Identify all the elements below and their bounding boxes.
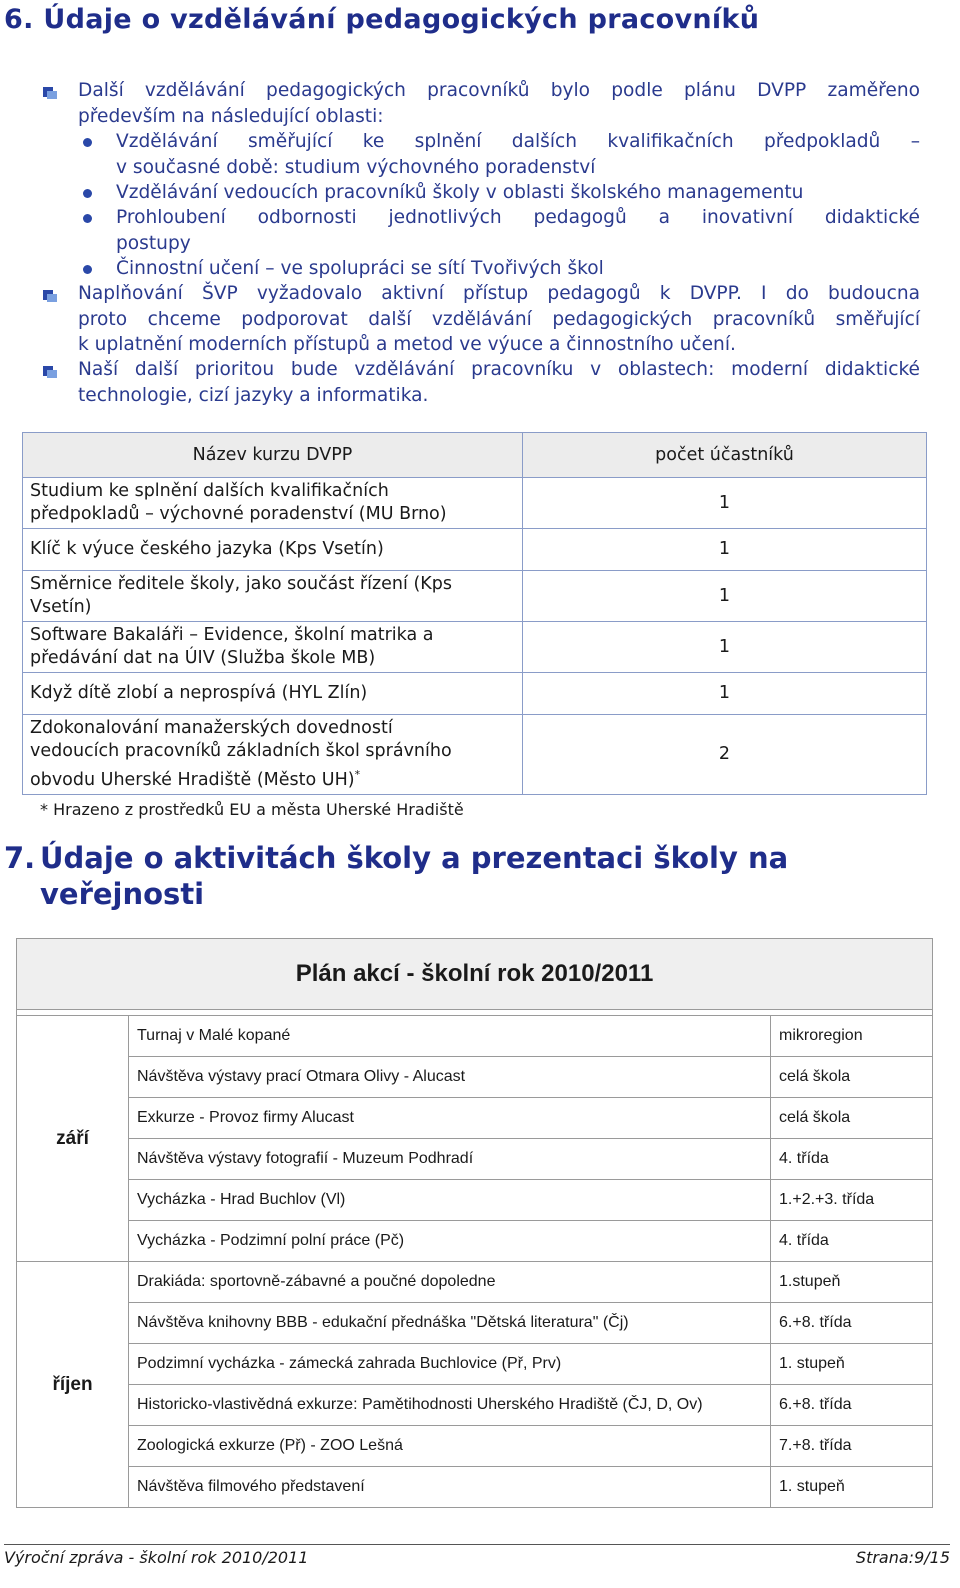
- event-name: Exkurze - Provoz firmy Alucast: [129, 1098, 771, 1139]
- paragraph-svp: [78, 281, 920, 358]
- text-line: předávání dat na ÚIV (Služba škole MB): [30, 648, 376, 668]
- text-line: Údaje o aktivitách školy a prezentaci školy na: [40, 841, 789, 875]
- course-name: [23, 478, 523, 529]
- event-name: Návštěva knihovny BBB - edukační přednáška "Dětská literatura" (Čj): [129, 1303, 771, 1344]
- event-name: Turnaj v Malé kopané: [129, 1016, 771, 1057]
- month-label: říjen: [17, 1262, 129, 1508]
- participant-count: 1: [523, 478, 927, 529]
- section-6-title: 6. Údaje o vzdělávání pedagogických pracovníků: [4, 4, 760, 35]
- participant-count: 1: [523, 529, 927, 571]
- section-number: 7.: [4, 841, 36, 875]
- participant-count: 1: [523, 673, 927, 715]
- page-footer: [4, 1548, 950, 1568]
- text-line: Naší další prioritou bude vzdělávání pracovníku v oblastech: moderní didaktické: [78, 359, 920, 380]
- table-row: [17, 1385, 933, 1426]
- text-line: Prohloubení odbornosti jednotlivých pedagogů a inovativní didaktické: [116, 207, 920, 228]
- event-target: 6.+8. třída: [771, 1385, 933, 1426]
- event-target: 4. třída: [771, 1221, 933, 1262]
- text-line: v současné době: studium výchovného poradenství: [116, 156, 596, 178]
- table-row: [23, 673, 927, 715]
- event-target: 4. třída: [771, 1139, 933, 1180]
- event-target: 1.stupeň: [771, 1262, 933, 1303]
- round-bullet-icon: [83, 214, 92, 223]
- round-bullet-icon: [83, 138, 92, 147]
- course-name: [23, 715, 523, 795]
- participant-count: 1: [523, 622, 927, 673]
- paragraph-priority: [78, 357, 920, 408]
- text-line: Další vzdělávání pedagogických pracovníků bylo podle plánu DVPP zaměřeno: [78, 80, 920, 101]
- table-footnote: * Hrazeno z prostředků EU a města Uherské Hradiště: [40, 800, 464, 819]
- text-line: technologie, cizí jazyky a informatika.: [78, 384, 429, 406]
- text-line: Vzdělávání vedoucích pracovníků školy v oblasti školského managementu: [116, 182, 804, 203]
- square-bullet-icon: [43, 366, 57, 378]
- event-name: Zoologická exkurze (Př) - ZOO Lešná: [129, 1426, 771, 1467]
- table-row: [17, 1344, 933, 1385]
- event-target: 1. stupeň: [771, 1467, 933, 1508]
- course-name: [23, 622, 523, 673]
- course-name: [23, 673, 523, 715]
- text-line: Software Bakaláři – Evidence, školní matrika a: [30, 625, 434, 645]
- text-line: především na následující oblasti:: [78, 105, 384, 127]
- table-row: [17, 1221, 933, 1262]
- footer-report-title: Výroční zpráva - školní rok 2010/2011: [4, 1548, 309, 1567]
- table-row: [17, 1426, 933, 1467]
- table-row: [23, 622, 927, 673]
- text-line: Naplňování ŠVP vyžadovalo aktivní přístup pedagogů k DVPP. I do budoucna: [78, 283, 920, 304]
- text-line: Vzdělávání směřující ke splnění dalších kvalifikačních předpokladů –: [116, 131, 920, 152]
- text-line: Směrnice ředitele školy, jako součást řízení (Kps: [30, 574, 452, 594]
- event-target: celá škola: [771, 1098, 933, 1139]
- event-name: Vycházka - Hrad Buchlov (Vl): [129, 1180, 771, 1221]
- event-target: celá škola: [771, 1057, 933, 1098]
- table-row: [23, 478, 927, 529]
- event-target: 1.+2.+3. třída: [771, 1180, 933, 1221]
- table-row: [17, 1139, 933, 1180]
- text-line: Klíč k výuce českého jazyka (Kps Vsetín): [30, 539, 384, 559]
- paragraph-dvpp-intro: [78, 78, 920, 129]
- course-name: [23, 529, 523, 571]
- text-line: k uplatnění moderních přístupů a metod ve výuce a činnostního učení.: [78, 334, 736, 355]
- table-row: [17, 1057, 933, 1098]
- event-name: Návštěva výstavy fotografií - Muzeum Podhradí: [129, 1139, 771, 1180]
- text-line: předpokladů – výchovné poradenství (MU Brno): [30, 504, 447, 524]
- event-plan-table: [16, 938, 933, 1508]
- footer-divider: [4, 1544, 950, 1545]
- text-line: veřejnosti: [40, 877, 205, 911]
- event-name: Podzimní vycházka - zámecká zahrada Buchlovice (Př, Prv): [129, 1344, 771, 1385]
- table-header-row: [23, 433, 927, 478]
- plan-title: Plán akcí - školní rok 2010/2011: [17, 939, 933, 1010]
- table-row: [17, 1098, 933, 1139]
- text-line: Zdokonalování manažerských dovedností: [30, 718, 393, 738]
- bullet-item: [116, 256, 920, 282]
- event-target: 1. stupeň: [771, 1344, 933, 1385]
- table-row: [17, 1016, 933, 1057]
- table-row: [17, 1262, 933, 1303]
- table-row: [17, 1180, 933, 1221]
- bullet-item: [116, 205, 920, 256]
- text-line: proto chceme podporovat další vzdělávání pedagogických pracovníků směřující: [78, 308, 920, 330]
- participant-count: 1: [523, 571, 927, 622]
- column-header-course: Název kurzu DVPP: [23, 433, 523, 478]
- dvpp-course-table: [22, 432, 927, 795]
- course-name: [23, 571, 523, 622]
- event-target: 6.+8. třída: [771, 1303, 933, 1344]
- table-row: [23, 529, 927, 571]
- table-row: [17, 1467, 933, 1508]
- column-header-count: počet účastníků: [523, 433, 927, 478]
- text-line: vedoucích pracovníků základních škol správního: [30, 741, 452, 761]
- round-bullet-icon: [83, 265, 92, 274]
- footnote-mark: *: [354, 768, 361, 781]
- bullet-item: [116, 129, 920, 180]
- square-bullet-icon: [43, 290, 57, 302]
- footer-page-number: Strana:9/15: [855, 1548, 950, 1567]
- event-target: 7.+8. třída: [771, 1426, 933, 1467]
- bullet-item: [116, 180, 920, 206]
- event-name: Vycházka - Podzimní polní práce (Pč): [129, 1221, 771, 1262]
- event-name: Historicko-vlastivědná exkurze: Pamětihodnosti Uherského Hradiště (ČJ, D, Ov): [129, 1385, 771, 1426]
- text-line: postupy: [116, 232, 191, 254]
- event-name: Drakiáda: sportovně-zábavné a poučné dopoledne: [129, 1262, 771, 1303]
- month-label: září: [17, 1016, 129, 1262]
- table-row: [23, 571, 927, 622]
- text-line: obvodu Uherské Hradiště (Město UH): [30, 769, 355, 790]
- participant-count: 2: [523, 715, 927, 795]
- text-line: Když dítě zlobí a neprospívá (HYL Zlín): [30, 683, 368, 703]
- event-name: Návštěva filmového představení: [129, 1467, 771, 1508]
- table-row: [23, 715, 927, 795]
- table-row: [17, 1303, 933, 1344]
- round-bullet-icon: [83, 189, 92, 198]
- text-line: Studium ke splnění dalších kvalifikačních: [30, 481, 389, 501]
- event-name: Návštěva výstavy prací Otmara Olivy - Alucast: [129, 1057, 771, 1098]
- square-bullet-icon: [43, 87, 57, 99]
- event-target: mikroregion: [771, 1016, 933, 1057]
- text-line: Činnostní učení – ve spolupráci se sítí Tvořivých škol: [116, 258, 604, 279]
- text-line: Vsetín): [30, 597, 92, 617]
